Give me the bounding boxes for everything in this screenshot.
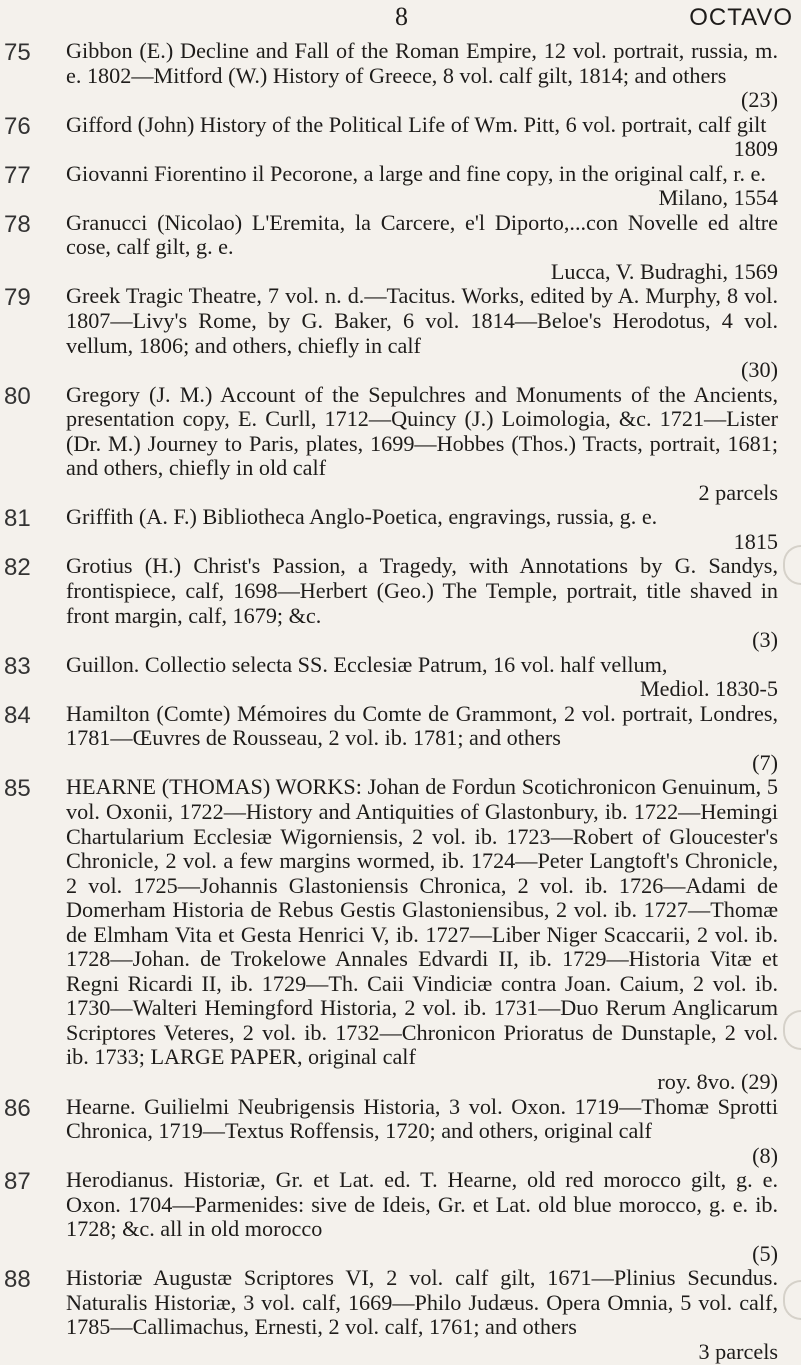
lot-number: 77 — [4, 161, 31, 189]
entry-text: Historiæ Augustæ Scriptores VI, 2 vol. calf gilt, 1671—Plinius Secundus. Naturalis Historiæ, 3 vol. calf, 1669—Philo Judæus. Opera Omnia, 5 vol. calf, 1785—Callimachus, Ernesti, 2 vol. calf, 1761; and others — [66, 1265, 778, 1340]
entry-text: Granucci (Nicolao) L'Eremita, la Carcere, e'l Diporto,...con Novelle ed altre cose, calf gilt, g. e. — [66, 209, 778, 260]
lot-number: 85 — [4, 775, 31, 803]
entry-text: Herodianus. Historiæ, Gr. et Lat. ed. T. Hearne, old red morocco gilt, g. e. Oxon. 1704—Parmenides: sive de Ideis, Gr. et Lat. old blue morocco, g. e. ib. 1728; &c. all in old morocco — [66, 1167, 778, 1242]
entry-text: Griffith (A. F.) Bibliotheca Anglo-Poetica, engravings, russia, g. e. — [66, 504, 658, 530]
entry-tail: Lucca, V. Budraghi, 1569 — [550, 258, 778, 284]
catalogue-entry — [0, 383, 801, 506]
page-number: 8 — [395, 2, 408, 31]
entry-text: HEARNE (THOMAS) WORKS: Johan de Fordun Scotichronicon Genuinum, 5 vol. Oxonii, 1722—History and Antiquities of Glastonbury, ib. 1722—Hemingi Chartularium Ecclesiæ Wigorniensis, 2 vol. ib. 1723—Robert of Gloucester's Chronicle, 2 vol. a few margins wormed, ib. 1724—Peter Langtoft's Chronicle, 2 vol. 1725—Johannis Glastoniensis Chronica, 2 vol. ib. 1726—Adami de Domerham Historia de Rebus Gestis Glastoniensibus, 2 vol. ib. 1727—Thomæ de Elmham Vita et Gesta Henrici V, ib. 1727—Liber Niger Scaccarii, 2 vol. ib. 1728—Johan. de Trokelowe Annales Edvardi II, ib. 1729—Historia Vitæ et Regni Ricardi II, ib. 1729—Th. Caii Vindiciæ contra Joan. Caium, 2 vol. ib. 1730—Walteri Hemingford Historia, 2 vol. ib. 1731—Duo Rerum Anglicarum Scriptores Veteres, 2 vol. ib. 1732—Chronicon Prioratus de Dunstaple, 2 vol. ib. 1733; LARGE PAPER, original calf — [66, 774, 778, 1070]
entry-tail: 1815 — [733, 528, 778, 554]
entry-text: Guillon. Collectio selecta SS. Ecclesiæ Patrum, 16 vol. half vellum, — [66, 651, 668, 677]
entry-tail: Milano, 1554 — [658, 185, 778, 211]
catalogue-entry — [0, 1266, 801, 1364]
lot-number: 86 — [4, 1094, 31, 1122]
catalogue-entry — [0, 1095, 801, 1169]
entry-text: Gifford (John) History of the Political Life of Wm. Pitt, 6 vol. portrait, calf gilt — [66, 111, 767, 137]
entry-text: Hamilton (Comte) Mémoires du Comte de Grammont, 2 vol. portrait, Londres, 1781—Œuvres de Rousseau, 2 vol. ib. 1781; and others — [66, 700, 778, 751]
catalogue-entry — [0, 1168, 801, 1266]
entry-tail: (3) — [752, 627, 778, 653]
entry-text: Grotius (H.) Christ's Passion, a Tragedy, with Annotations by G. Sandys, frontispiece, calf, 1698—Herbert (Geo.) The Temple, portrait, title shaved in front margin, calf, 1679; &c. — [66, 553, 778, 628]
lot-number: 79 — [4, 284, 31, 312]
catalogue-entry — [0, 775, 801, 1094]
entry-tail: roy. 8vo. (29) — [657, 1068, 778, 1094]
catalogue-entry — [0, 653, 801, 702]
entry-text: Giovanni Fiorentino il Pecorone, a large and fine copy, in the original calf, r. e. — [66, 160, 766, 186]
catalogue-entry — [0, 211, 801, 285]
lot-number: 84 — [4, 701, 31, 729]
entry-tail: 3 parcels — [698, 1338, 778, 1364]
page-header — [0, 2, 801, 38]
entry-tail: (23) — [741, 87, 778, 113]
catalogue-entry — [0, 505, 801, 554]
lot-number: 80 — [4, 382, 31, 410]
section-title: OCTAVO — [689, 4, 793, 31]
catalogue-entries — [0, 39, 801, 1365]
lot-number: 75 — [4, 39, 31, 66]
catalogue-entry — [0, 284, 801, 382]
entry-tail: 1809 — [733, 136, 778, 162]
entry-tail: Mediol. 1830-5 — [639, 676, 778, 702]
lot-number: 87 — [4, 1168, 31, 1196]
catalogue-entry — [0, 702, 801, 776]
lot-number: 82 — [4, 554, 31, 582]
catalogue-entry — [0, 554, 801, 652]
lot-number: 81 — [4, 505, 31, 533]
entry-tail: 2 parcels — [698, 479, 778, 505]
catalogue-entry — [0, 113, 801, 162]
lot-number: 76 — [4, 112, 31, 140]
entry-tail: (7) — [752, 749, 778, 775]
entry-text: Gregory (J. M.) Account of the Sepulchres and Monuments of the Ancients, presentation copy, E. Curll, 1712—Quincy (J.) Loimologia, &c. 1721—Lister (Dr. M.) Journey to Paris, plates, 1699—Hobbes (Thos.) Tracts, portrait, 1681; and others, chiefly in old calf — [66, 381, 778, 481]
lot-number: 88 — [4, 1266, 31, 1294]
entry-text: Gibbon (E.) Decline and Fall of the Roman Empire, 12 vol. portrait, russia, m. e. 1802—Mitford (W.) History of Greece, 8 vol. calf gilt, 1814; and others — [66, 38, 778, 88]
entry-tail: (30) — [741, 357, 778, 383]
lot-number: 78 — [4, 210, 31, 238]
catalogue-entry — [0, 39, 801, 113]
lot-number: 83 — [4, 652, 31, 680]
catalogue-entry — [0, 162, 801, 211]
entry-tail: (5) — [752, 1240, 778, 1266]
entry-tail: (8) — [752, 1142, 778, 1168]
entry-text: Hearne. Guilielmi Neubrigensis Historia, 3 vol. Oxon. 1719—Thomæ Sprotti Chronica, 1719—Textus Roffensis, 1720; and others, original calf — [66, 1093, 778, 1144]
entry-text: Greek Tragic Theatre, 7 vol. n. d.—Tacitus. Works, edited by A. Murphy, 8 vol. 1807—Livy's Rome, by G. Baker, 6 vol. 1814—Beloe's Herodotus, 4 vol. vellum, 1806; and others, chiefly in calf — [66, 283, 778, 358]
